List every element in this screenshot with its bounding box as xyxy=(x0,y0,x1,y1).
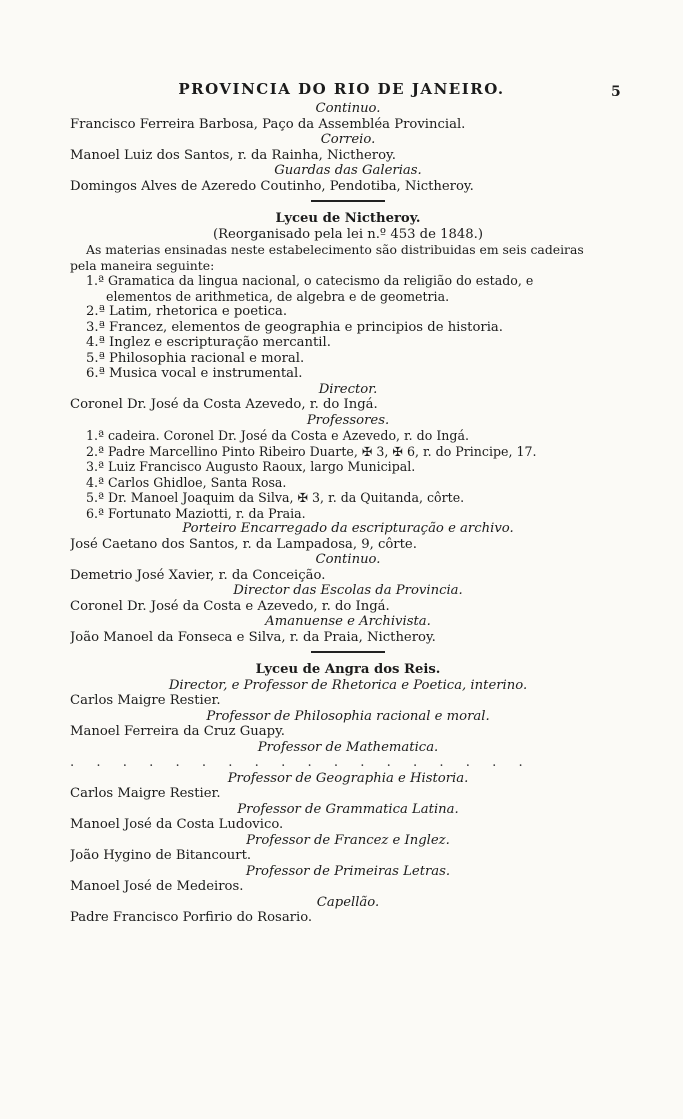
staff-entry: João Manoel da Fonseca e Silva, r. da Praia, Nictheroy. xyxy=(70,629,436,645)
section-subtitle: (Reorganisado pela lei n.º 453 de 1848.) xyxy=(212,226,484,242)
role-heading: Continuo. xyxy=(315,552,381,567)
role-heading: Director, e Professor de Rhetorica e Poetica, interino. xyxy=(168,677,528,693)
professor-entry: 1.ª cadeira. Coronel Dr. José da Costa e Azevedo, r. do Ingá. xyxy=(86,428,469,443)
role-heading: Professor de Primeiras Letras. xyxy=(245,863,451,879)
staff-entry: José Caetano dos Santos, r. da Lampadosa, 9, côrte. xyxy=(70,536,417,552)
subject-item: 4.ª Inglez e escripturação mercantil. xyxy=(86,335,331,350)
vacant-dots: . . . . . . . . . . . . . . . . . . xyxy=(70,755,532,770)
staff-entry: Padre Francisco Porfirio do Rosario. xyxy=(70,910,313,925)
role-heading: Porteiro Encarregado da escripturação e archivo. xyxy=(182,521,514,536)
staff-entry: Coronel Dr. José da Costa Azevedo, r. do Ingá. xyxy=(70,397,378,412)
role-heading: Professores. xyxy=(306,412,390,428)
role-heading: Amanuense e Archivista. xyxy=(265,614,431,629)
role-heading: Director. xyxy=(318,381,378,397)
role-heading: Professor de Mathematica. xyxy=(257,739,439,755)
professor-entry: 4.ª Carlos Ghidloe, Santa Rosa. xyxy=(86,474,287,490)
role-heading: Guardas das Galerias. xyxy=(274,163,422,178)
subject-item: 1.ª Gramatica da lingua nacional, o catecismo da religião do estado, e xyxy=(86,273,534,288)
role-heading: Professor de Grammatica Latina. xyxy=(237,801,459,817)
staff-entry: Manoel Ferreira da Cruz Guapy. xyxy=(70,724,285,739)
staff-entry: Manoel Luiz dos Santos, r. da Rainha, Nictheroy. xyxy=(70,147,396,163)
section-divider xyxy=(311,200,385,202)
page-body xyxy=(70,101,626,926)
section-title: Lyceu de Angra dos Reis. xyxy=(255,662,441,677)
professor-entry: 3.ª Luiz Francisco Augusto Raoux, largo Municipal. xyxy=(86,459,416,474)
intro-text: pela maneira seguinte: xyxy=(70,257,215,273)
staff-entry: Manoel José da Costa Ludovico. xyxy=(70,817,284,832)
intro-text: As materias ensinadas neste estabelecimento são distribuidas em seis cadeiras xyxy=(86,242,584,257)
subject-item: 3.ª Francez, elementos de geographia e principios de historia. xyxy=(86,319,503,335)
subject-item: elementos de arithmetica, de algebra e de geometria. xyxy=(106,288,450,304)
staff-entry: Coronel Dr. José da Costa e Azevedo, r. do Ingá. xyxy=(70,598,390,614)
page-number: 5 xyxy=(611,84,621,100)
subject-item: 5.ª Philosophia racional e moral. xyxy=(86,350,305,366)
role-heading: Capellão. xyxy=(316,894,380,910)
staff-entry: Carlos Maigre Restier. xyxy=(70,786,221,801)
staff-entry: João Hygino de Bitancourt. xyxy=(70,848,252,863)
role-heading: Director das Escolas da Provincia. xyxy=(233,583,463,598)
section-title: Lyceu de Nictheroy. xyxy=(275,211,421,226)
section-divider xyxy=(311,651,385,653)
subject-item: 2.ª Latim, rhetorica e poetica. xyxy=(86,304,288,319)
professor-entry: 6.ª Fortunato Maziotti, r. da Praia. xyxy=(86,505,306,521)
role-heading: Professor de Geographia e Historia. xyxy=(227,770,469,786)
role-heading: Professor de Philosophia racional e moral. xyxy=(206,708,490,724)
professor-entry: 2.ª Padre Marcellino Pinto Ribeiro Duarte, ✠ 3, ✠ 6, r. do Principe, 17. xyxy=(86,443,537,459)
role-heading: Correio. xyxy=(320,132,376,147)
subject-item: 6.ª Musica vocal e instrumental. xyxy=(86,366,303,381)
staff-entry: Francisco Ferreira Barbosa, Paço da Assembléa Provincial. xyxy=(70,116,466,132)
page-title: PROVINCIA DO RIO DE JANEIRO. xyxy=(178,80,505,98)
professor-entry: 5.ª Dr. Manoel Joaquim da Silva, ✠ 3, r. da Quitanda, côrte. xyxy=(86,490,465,505)
staff-entry: Manoel José de Medeiros. xyxy=(70,879,244,894)
staff-entry: Carlos Maigre Restier. xyxy=(70,693,221,708)
staff-entry: Demetrio José Xavier, r. da Conceição. xyxy=(70,567,326,583)
staff-entry: Domingos Alves de Azeredo Coutinho, Pendotiba, Nictheroy. xyxy=(70,178,474,194)
role-heading: Professor de Francez e Inglez. xyxy=(246,832,450,848)
role-heading: Continuo. xyxy=(315,101,381,116)
